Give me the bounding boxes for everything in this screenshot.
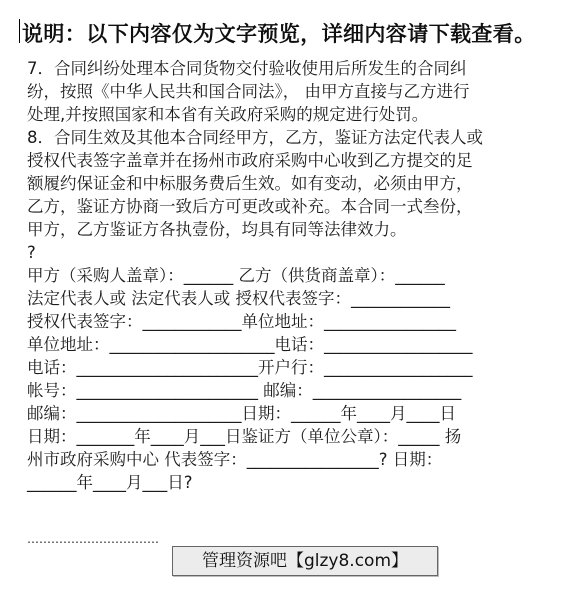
body-line: 纷，按照《中华人民共和国合同法》， 由甲方直接与乙方进行 bbox=[27, 82, 470, 101]
signature-line: 电话：______________________开户行：__________________ bbox=[27, 358, 473, 377]
signature-line: 日期：_______年____月___日鉴证方（单位公章）：_____ 扬 bbox=[27, 427, 462, 446]
body-line: 额履约保证金和中标服务费后生效。如有变动，必须由甲方， bbox=[27, 174, 473, 193]
document-body bbox=[27, 57, 575, 494]
signature-line: 州市政府采购中心 代表签字：________________? 日期： bbox=[27, 450, 443, 469]
body-line: 乙方，鉴证方协商一致后方可更改或补充。本合同一式叁份， bbox=[27, 197, 473, 216]
body-line: 处理,并按照国家和本省有关政府采购的规定进行处罚。 bbox=[27, 105, 429, 124]
text-caret bbox=[19, 19, 20, 43]
signature-line: 邮编：____________________日期：______年____月____日 bbox=[27, 404, 456, 423]
signature-line: 法定代表人或 法定代表人或 授权代表签字：____________ bbox=[27, 289, 450, 308]
body-line: 授权代表签字盖章并在扬州市政府采购中心收到乙方提交的足 bbox=[27, 151, 473, 170]
body-line: 甲方，乙方鉴证方各执壹份，均具有同等法律效力。 bbox=[27, 220, 407, 239]
signature-line: ______年____月___日? bbox=[27, 473, 193, 492]
body-line: ? bbox=[27, 243, 36, 262]
dotted-separator: …………………………… bbox=[27, 532, 159, 546]
site-footer-link[interactable]: 管理资源吧【glzy8.com】 bbox=[172, 546, 438, 576]
signature-line: 授权代表签字：____________单位地址：________________ bbox=[27, 312, 456, 331]
preview-notice: 说明：以下内容仅为文字预览，详细内容请下载查看。 bbox=[22, 22, 536, 46]
body-line: 7．合同纠纷处理本合同货物交付验收使用后所发生的合同纠 bbox=[27, 59, 467, 78]
signature-line: 帐号：______________________ 邮编：__________________ bbox=[27, 381, 462, 400]
signature-line: 甲方（采购人盖章）：______ 乙方（供货商盖章）：______ bbox=[27, 266, 445, 285]
signature-line: 单位地址：____________________电话：__________________ bbox=[27, 335, 473, 354]
body-line: 8．合同生效及其他本合同经甲方，乙方，鉴证方法定代表人或 bbox=[27, 128, 483, 147]
